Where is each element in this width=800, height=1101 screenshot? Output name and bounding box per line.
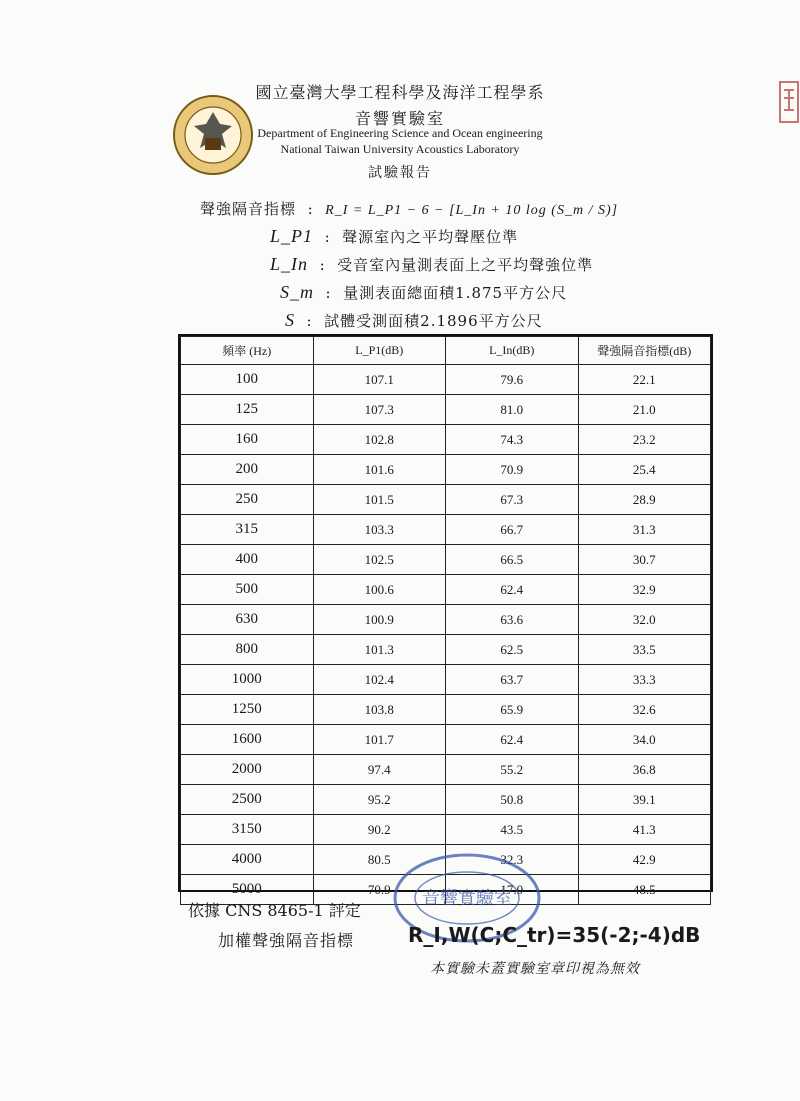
cell-frequency: 1250 bbox=[181, 695, 314, 725]
table-row bbox=[181, 815, 711, 845]
header-frequency: 頻率 (Hz) bbox=[181, 337, 314, 365]
sm-description: 量測表面總面積1.875平方公尺 bbox=[343, 284, 568, 302]
table-row bbox=[181, 785, 711, 815]
cell-lin: 66.5 bbox=[446, 545, 579, 575]
cell-index: 30.7 bbox=[578, 545, 711, 575]
table-row bbox=[181, 545, 711, 575]
cell-lin: 62.4 bbox=[446, 725, 579, 755]
cell-lin: 70.9 bbox=[446, 455, 579, 485]
cell-frequency: 500 bbox=[181, 575, 314, 605]
weighted-index-value: R_I,W(C;C_tr)=35(-2;-4)dB bbox=[408, 923, 701, 947]
table-row bbox=[181, 755, 711, 785]
cell-index: 23.2 bbox=[578, 425, 711, 455]
cell-frequency: 400 bbox=[181, 545, 314, 575]
validity-note: 本實驗未蓋實驗室章印視為無效 bbox=[430, 961, 640, 977]
cell-lin: 17.0 bbox=[446, 875, 579, 905]
cell-lin: 62.4 bbox=[446, 575, 579, 605]
cell-index: 33.5 bbox=[578, 635, 711, 665]
cell-lp1: 95.2 bbox=[313, 785, 446, 815]
cell-lin: 32.3 bbox=[446, 845, 579, 875]
table-row bbox=[181, 365, 711, 395]
cell-frequency: 250 bbox=[181, 485, 314, 515]
cell-lin: 63.7 bbox=[446, 665, 579, 695]
cell-lin: 63.6 bbox=[446, 605, 579, 635]
table-row bbox=[181, 485, 711, 515]
cell-index: 41.3 bbox=[578, 815, 711, 845]
cell-lin: 43.5 bbox=[446, 815, 579, 845]
cell-lin: 66.7 bbox=[446, 515, 579, 545]
cell-index: 36.8 bbox=[578, 755, 711, 785]
table-row bbox=[181, 515, 711, 545]
cell-frequency: 315 bbox=[181, 515, 314, 545]
cell-index: 22.1 bbox=[578, 365, 711, 395]
cell-lin: 79.6 bbox=[446, 365, 579, 395]
lab-title: 音響實驗室 bbox=[354, 109, 445, 128]
lin-description: 受音室內量測表面上之平均聲強位準 bbox=[337, 256, 594, 274]
cell-frequency: 5000 bbox=[181, 875, 314, 905]
lin-definition: L_In : 受音室內量測表面上之平均聲強位準 bbox=[270, 254, 594, 274]
header-lp1: L_P1(dB) bbox=[313, 337, 446, 365]
lp1-definition: L_P1 : 聲源室內之平均聲壓位準 bbox=[270, 226, 519, 246]
cell-lin: 74.3 bbox=[446, 425, 579, 455]
results-table bbox=[178, 334, 713, 897]
cell-lin: 67.3 bbox=[446, 485, 579, 515]
cell-lin: 55.2 bbox=[446, 755, 579, 785]
cell-index: 21.0 bbox=[578, 395, 711, 425]
cell-lin: 50.8 bbox=[446, 785, 579, 815]
cell-frequency: 1600 bbox=[181, 725, 314, 755]
cell-lp1: 100.6 bbox=[313, 575, 446, 605]
sm-symbol: S_m bbox=[280, 282, 314, 302]
cell-lp1: 80.5 bbox=[313, 845, 446, 875]
cell-lp1: 90.2 bbox=[313, 815, 446, 845]
table-row bbox=[181, 665, 711, 695]
table-row bbox=[181, 395, 711, 425]
cell-lp1: 103.3 bbox=[313, 515, 446, 545]
cell-lp1: 103.8 bbox=[313, 695, 446, 725]
cell-frequency: 630 bbox=[181, 605, 314, 635]
cell-frequency: 200 bbox=[181, 455, 314, 485]
cell-index: 33.3 bbox=[578, 665, 711, 695]
table-row bbox=[181, 605, 711, 635]
cell-frequency: 4000 bbox=[181, 845, 314, 875]
lab-english: National Taiwan University Acoustics Laboratory bbox=[280, 142, 520, 156]
report-title: 試驗報告 bbox=[368, 165, 432, 181]
header-index: 聲強隔音指標(dB) bbox=[578, 337, 711, 365]
index-formula: R_I = L_P1 − 6 − [L_In + 10 log (S_m / S)] bbox=[325, 203, 619, 218]
cell-lp1: 102.8 bbox=[313, 425, 446, 455]
cell-frequency: 160 bbox=[181, 425, 314, 455]
cell-index: 28.9 bbox=[578, 485, 711, 515]
lin-symbol: L_In bbox=[270, 254, 309, 274]
index-label: 聲強隔音指標 bbox=[200, 200, 297, 218]
cell-frequency: 2500 bbox=[181, 785, 314, 815]
institution-title: 國立臺灣大學工程科學及海洋工程學系 bbox=[255, 83, 545, 102]
dept-english: Department of Engineering Science and Ocean engineering bbox=[257, 126, 543, 140]
standard-note: 依據 CNS 8465-1 評定 bbox=[188, 901, 361, 920]
index-formula-line: 聲強隔音指標 : R_I = L_P1 − 6 − [L_In + 10 log (S_m / S)] bbox=[200, 200, 619, 218]
cell-lp1: 102.4 bbox=[313, 665, 446, 695]
s-description: 試體受測面積2.1896平方公尺 bbox=[324, 312, 543, 330]
cell-frequency: 125 bbox=[181, 395, 314, 425]
cell-lp1: 101.6 bbox=[313, 455, 446, 485]
cell-index: 42.9 bbox=[578, 845, 711, 875]
cell-index: 32.6 bbox=[578, 695, 711, 725]
lp1-description: 聲源室內之平均聲壓位準 bbox=[342, 228, 519, 246]
cell-lp1: 107.1 bbox=[313, 365, 446, 395]
s-symbol: S bbox=[285, 310, 295, 330]
s-definition: S : 試體受測面積2.1896平方公尺 bbox=[285, 310, 543, 330]
table-row bbox=[181, 695, 711, 725]
table-row bbox=[181, 455, 711, 485]
table-row bbox=[181, 425, 711, 455]
weighted-index-label: 加權聲強隔音指標 bbox=[218, 931, 355, 950]
cell-frequency: 2000 bbox=[181, 755, 314, 785]
header-lin: L_In(dB) bbox=[446, 337, 579, 365]
cell-lp1: 107.3 bbox=[313, 395, 446, 425]
lp1-symbol: L_P1 bbox=[270, 226, 314, 246]
table-row bbox=[181, 635, 711, 665]
svg-text:音響實驗室: 音響實驗室 bbox=[422, 888, 512, 909]
cell-frequency: 3150 bbox=[181, 815, 314, 845]
cell-index: 25.4 bbox=[578, 455, 711, 485]
cell-index: 48.5 bbox=[578, 875, 711, 905]
cell-lp1: 101.7 bbox=[313, 725, 446, 755]
cell-frequency: 100 bbox=[181, 365, 314, 395]
cell-lp1: 70.9 bbox=[313, 875, 446, 905]
cell-lin: 81.0 bbox=[446, 395, 579, 425]
cell-frequency: 800 bbox=[181, 635, 314, 665]
table-row bbox=[181, 575, 711, 605]
cell-index: 34.0 bbox=[578, 725, 711, 755]
table-header-row bbox=[181, 337, 711, 365]
cell-index: 31.3 bbox=[578, 515, 711, 545]
cell-lp1: 102.5 bbox=[313, 545, 446, 575]
cell-frequency: 1000 bbox=[181, 665, 314, 695]
cell-index: 32.9 bbox=[578, 575, 711, 605]
cell-lp1: 100.9 bbox=[313, 605, 446, 635]
cell-lp1: 101.5 bbox=[313, 485, 446, 515]
table-row bbox=[181, 725, 711, 755]
cell-lp1: 97.4 bbox=[313, 755, 446, 785]
cell-lp1: 101.3 bbox=[313, 635, 446, 665]
cell-index: 39.1 bbox=[578, 785, 711, 815]
cell-lin: 62.5 bbox=[446, 635, 579, 665]
cell-lin: 65.9 bbox=[446, 695, 579, 725]
sm-definition: S_m : 量測表面總面積1.875平方公尺 bbox=[280, 282, 568, 302]
cell-index: 32.0 bbox=[578, 605, 711, 635]
